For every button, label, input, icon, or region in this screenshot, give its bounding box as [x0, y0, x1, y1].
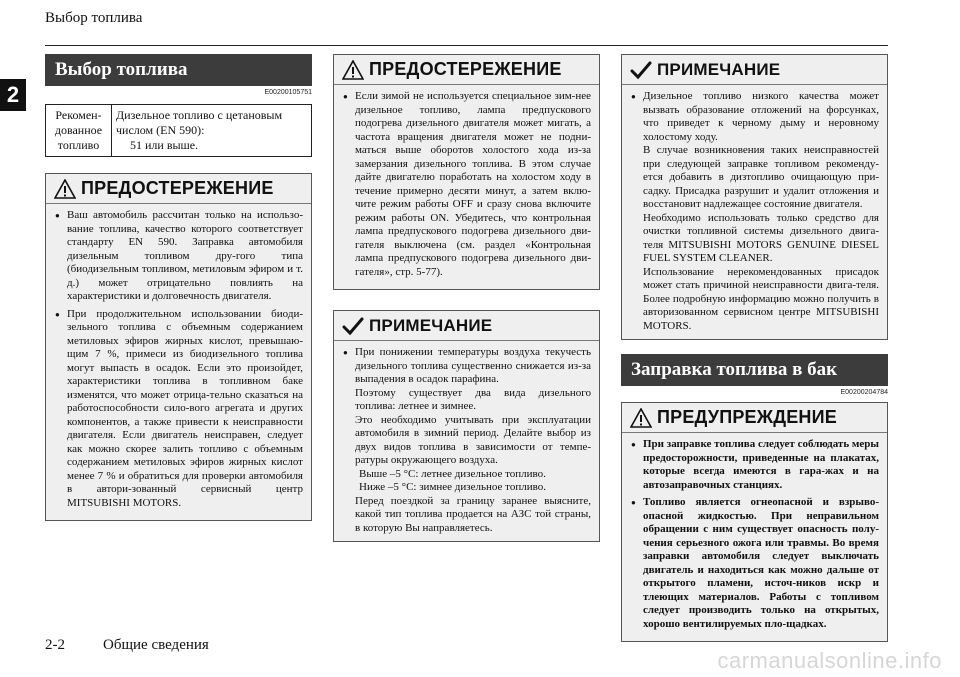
warning-triangle-icon — [54, 179, 76, 199]
header-rule — [45, 45, 888, 46]
warning-item: ● Если зимой не используется специальное зим-нее дизельное топливо, лампа предпускового подогрева дизельного двигателя может мигать, а частота вращения двигателя может не подни-маться выше оборотов холостого хода из-за замерзания дизельного топлива. В этом случае дайте двигателю поработать на холостом ходу в течение примерно десяти минут, а затем вклю-чите режим работы OFF и сразу снова включите режим работы ON. Убедитесь, что контрольная лампа предпускового подогрева дизельного дви-гателя выключена (см. раздел «Контрольная лампа предпускового подогрева дизельного дви-гателя», стр. 5-77). — [342, 90, 591, 279]
warning-box-header — [46, 174, 311, 204]
note-box-temperature — [333, 310, 600, 542]
note-line: Поэтому существует два вида дизельного топлива: летнее и зимнее. — [355, 386, 591, 412]
warning-box-body — [334, 85, 599, 289]
section-title-fuel-selection: Выбор топлива — [45, 54, 312, 86]
section-title-refueling: Заправка топлива в бак — [621, 354, 888, 386]
column-3 — [621, 54, 888, 642]
warning-box-body — [46, 204, 311, 520]
note-item — [342, 346, 591, 535]
warning-triangle-icon — [630, 408, 652, 428]
note-line: Перед поездкой за границу заранее выясните, какой тип топлива продается на АЗС той страны, в которую Вы направляетесь. — [355, 494, 591, 534]
footer-section-title: Общие сведения — [103, 637, 209, 653]
note-line: Необходимо использовать только средство для очистки топливной системы дизельного двига-теля MITSUBISHI MOTORS GENUINE DIESEL FUEL SYSTEM CLEANER. — [643, 211, 879, 264]
spec-value-line-1: Дизельное топливо с цетановым числом (EN 590): — [116, 108, 283, 137]
note-line: Это необходимо учитывать при эксплуатации автомобиля в зимний период. Делайте выбор из двух видов топлива в зависимости от темпе-ратуры окружающего воздуха. — [355, 413, 591, 466]
note-line: Ниже –5 °C: зимнее дизельное топливо. — [359, 481, 546, 493]
note-checkmark-icon — [342, 316, 364, 336]
spec-table-value — [112, 105, 312, 157]
page-number: 2-2 — [45, 637, 65, 653]
note-line: Использование нерекомендованных присадок может стать причиной неисправности двига-теля. Более подробную информацию можно получить в авторизованном сервисном центре MITSUBISHI MOTORS. — [643, 265, 879, 332]
watermark: carmanualsonline.info — [717, 648, 942, 673]
note-box-fuel-quality — [621, 54, 888, 340]
warning-title: ПРЕДОСТЕРЕЖЕНИЕ — [369, 59, 562, 79]
note-checkmark-icon — [630, 60, 652, 80]
running-title: Выбор топлива — [45, 10, 143, 26]
warning-box-fuel — [45, 173, 312, 521]
note-line: В случае возникновения таких неисправностей при следующей заправке топливом рекоменду-ется добавить в дизтопливо очищающую при-садку. Присадка разрушит и удалит отложения и восстановит надлежащее состояние двигателя. — [643, 144, 879, 210]
note-title: ПРИМЕЧАНИЕ — [657, 59, 781, 79]
fuel-spec-table — [45, 104, 312, 157]
warning-box-header — [334, 55, 599, 85]
caution-box-refueling — [621, 402, 888, 642]
caution-item: ● Топливо является огнеопасной и взрыво-опасной жидкостью. При неправильном обращении с ним существует опасность полу-чения серьезного ожога или травмы. Во время заправки автомобиля следует выключать двигатель и находиться как можно дальше от открытого пламени, источ-ников искр и тлеющих материалов. Работы с топливом следует производить только на открытых, хорошо вентилируемых пло-щадках. — [630, 496, 879, 631]
note-item — [630, 90, 879, 333]
warning-item: ● Ваш автомобиль рассчитан только на использо-вание топлива, качество которого соответствует стандарту EN 590. Заправка автомобиля дизельным топливом дру-гого типа (биодизельным топливом, метиловым эфиром и т. д.) может отрицательно повлиять на характеристики и долговечность двигателя. — [54, 209, 303, 304]
warning-item: ● При продолжительном использовании биоди-зельного топлива с объемным содержанием метиловых эфиров жирных кислот, превышаю-щим 7 %, примеси из биодизельного топлива могут выпасть в осадок. Если это произойдет, характеристики топлива в топливном баке изменятся, что может отрица-тельно сказаться на работоспособности сило-вого агрегата и других компонентов, а также привести к неисправности двигателя. Если двигатель неисправен, следует как можно скорее залить топливо с объемным содержанием метиловых эфиров жирных кислот менее 7 % и обратиться для проверки автомобиля в автори-зованный сервисный центр MITSUBISHI MOTORS. — [54, 308, 303, 511]
note-line: Выше –5 °C: летнее дизельное топливо. — [359, 467, 546, 480]
note-box-body — [334, 341, 599, 541]
caution-item: ● При заправке топлива следует соблюдать меры предосторожности, приведенные на плакатах, которые всегда имеются в гара-жах и на автозаправочных станциях. — [630, 438, 879, 492]
warning-box-winter — [333, 54, 600, 290]
spec-value-line-2: 51 или выше. — [130, 138, 199, 152]
caution-title: ПРЕДУПРЕЖДЕНИЕ — [657, 407, 837, 427]
warning-title: ПРЕДОСТЕРЕЖЕНИЕ — [81, 178, 274, 198]
note-line: ● Дизельное топливо низкого качества может вызвать образование отложений на форсунках, что приведет к черному дыму и неровному холостому ходу. — [643, 90, 879, 143]
note-line: ● При понижении температуры воздуха текучесть дизельного топлива существенно снижается из-за выпадения в осадок парафина. — [355, 346, 591, 385]
caution-box-body — [622, 433, 887, 641]
spec-table-header: Рекомен-дованное топливо — [46, 105, 112, 157]
section-code: E00200204784 — [840, 389, 888, 396]
column-1 — [45, 54, 312, 521]
note-box-header — [334, 311, 599, 341]
chapter-tab: 2 — [0, 79, 26, 111]
note-box-header — [622, 55, 887, 85]
section-code: E00200105751 — [264, 89, 312, 96]
warning-triangle-icon — [342, 60, 364, 80]
note-box-body — [622, 85, 887, 339]
caution-box-header — [622, 403, 887, 433]
column-2 — [333, 54, 600, 542]
note-title: ПРИМЕЧАНИЕ — [369, 315, 493, 335]
